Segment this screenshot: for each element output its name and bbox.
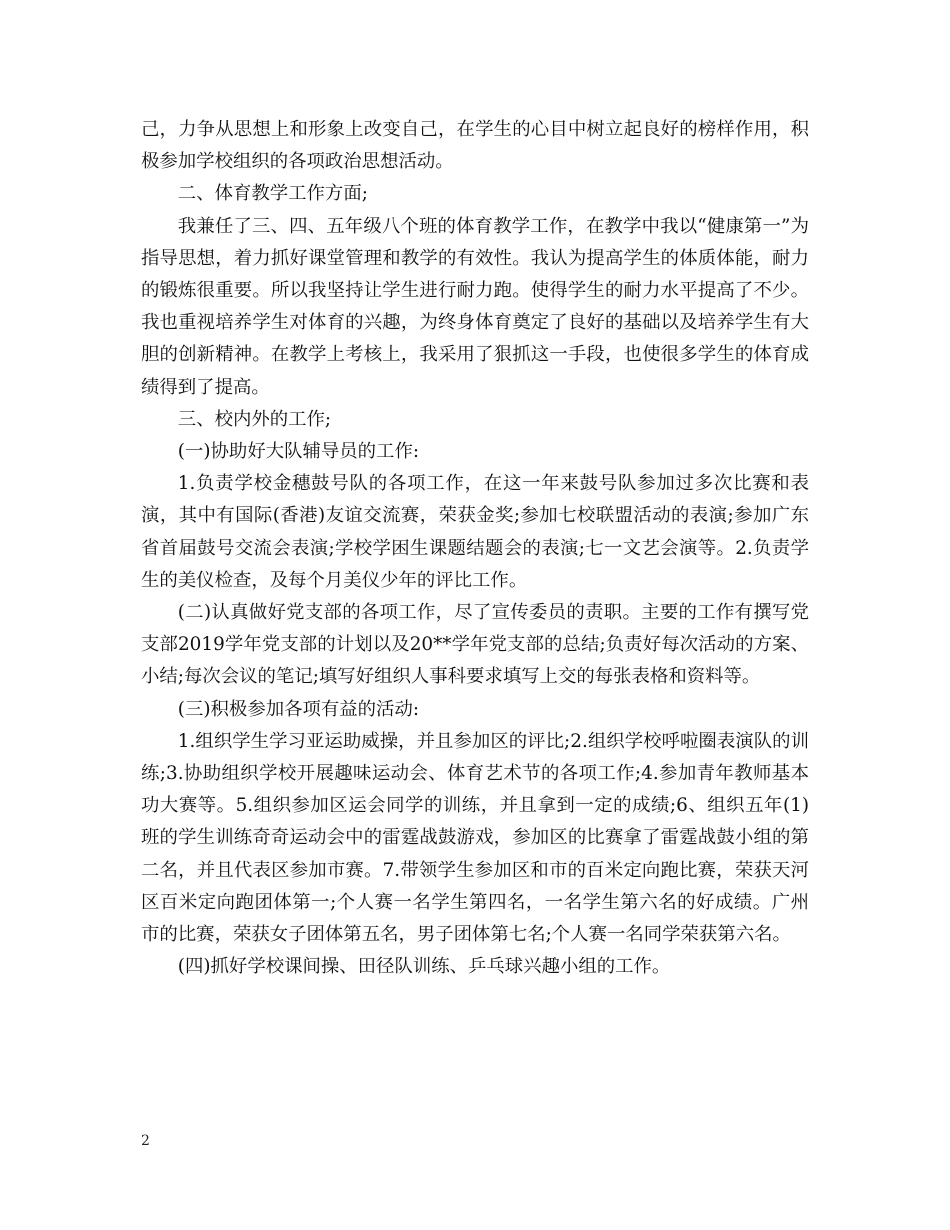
section-heading-school-work: 三、校内外的工作; (177, 408, 332, 430)
subheading-exercises-training: (四)抓好学校课间操、田径队训练、乒乓球兴趣小组的工作。 (177, 956, 671, 978)
section-heading-pe-teaching: 二、体育教学工作方面; (177, 183, 368, 205)
paragraph-party-branch: (二)认真做好党支部的各项工作，尽了宣传委员的责职。主要的工作有撰写党支部2019学年党支部的计划以及20**学年党支部的总结;负责好每次活动的方案、小结;每次会议的笔记;填写好组织人事科要求填写上交的每张表格和资料等。 (141, 602, 809, 688)
page-number: 2 (141, 1133, 150, 1149)
subheading-brigade-counselor: (一)协助好大队辅导员的工作: (177, 441, 420, 463)
paragraph-pe-teaching: 我兼任了三、四、五年级八个班的体育教学工作，在教学中我以“健康第一”为指导思想，着力抓好课堂管理和教学的有效性。我认为提高学生的体质体能，耐力的锻炼很重要。所以我坚持让学生进行耐力跑。使得学生的耐力水平提高了不少。我也重视培养学生对体育的兴趣，为终身体育奠定了良好的基础以及培养学生有大胆的创新精神。在教学上考核上，我采用了狠抓这一手段，也使很多学生的体育成绩得到了提高。 (141, 215, 809, 398)
paragraph-drum-team: 1.负责学校金穗鼓号队的各项工作，在这一年来鼓号队参加过多次比赛和表演，其中有国际(香港)友谊交流赛，荣获金奖;参加七校联盟活动的表演;参加广东省首届鼓号交流会表演;学校学困生课题结题会的表演;七一文艺会演等。2.负责学生的美仪检查，及每个月美仪少年的评比工作。 (141, 473, 809, 591)
subheading-activities: (三)积极参加各项有益的活动: (177, 698, 420, 720)
paragraph-continuation: 己，力争从思想上和形象上改变自己，在学生的心目中树立起良好的榜样作用，积极参加学校组织的各项政治思想活动。 (141, 119, 809, 173)
paragraph-activities-list: 1.组织学生学习亚运助威操，并且参加区的评比;2.组织学校呼啦圈表演队的训练;3.协助组织学校开展趣味运动会、体育艺术节的各项工作;4.参加青年教师基本功大赛等。5.组织参加区运会同学的训练，并且拿到一定的成绩;6、组织五年(1)班的学生训练奇奇运动会中的雷霆战鼓游戏，参加区的比赛拿了雷霆战鼓小组的第二名，并且代表区参加市赛。7.带领学生参加区和市的百米定向跑比赛，荣获天河区百米定向跑团体第一;个人赛一名学生第四名，一名学生第六名的好成绩。广州市的比赛，荣获女子团体第五名，男子团体第七名;个人赛一名同学荣获第六名。 (141, 730, 809, 946)
document-body (141, 114, 809, 983)
